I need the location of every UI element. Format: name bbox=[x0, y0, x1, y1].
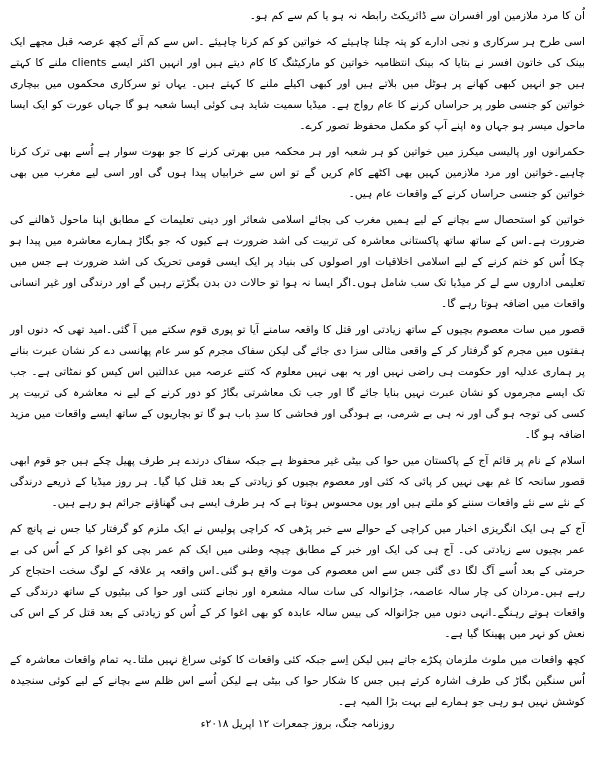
paragraph-8: کچھ واقعات میں ملوث ملزمان پکڑے جاتے ہیں لیکن اِسے جبکہ کئی واقعات کا کوئی سراغ نہیں ملتا۔یہ تمام واقعات معاشرہ کے اُس سنگین بگاڑ کی طرف اشارہ کرتے ہیں جس کا شکار حوا کی بیٹی ہے لیکن اُسے اس ظلم سے بچانے کے لیے کوئی سنجیدہ کوشش نہیں ہو رہی جو ہمارے لیے بہت بڑا المیہ ہے۔ bbox=[10, 654, 585, 708]
source-citation: روزنامہ جنگ، بروز جمعرات ۱۲ اپریل ۲۰۱۸ء bbox=[200, 718, 395, 730]
article-body bbox=[10, 6, 585, 713]
paragraph-2: اسی طرح ہر سرکاری و نجی ادارے کو پتہ چلنا چاہیئے کہ خواتین کو کم کرنا چاہیئے ۔اس سے کم آئے کچھ عرصہ قبل مجھے ایک بینک کی خاتون افسر نے بتایا کہ بینک انتظامیہ خواتین کو مارکیٹنگ کا کام دیتے ہیں اور انہیں اکثر ایسے clients ملنے کا کہتے ہیں جو انہیں کبھی کھانے پر ہوٹل میں بلاتے ہیں اور کبھی اکیلے ملنے کا کہتے ہیں۔ یہاں تو سرکاری محکموں میں بیچاری خواتین کو جنسی طور پر حراساں کرنے کا عام رواج ہے۔ میڈیا سمیت شاید ہی کوئی ایسا شعبہ ہو گا جہاں عورت کو ایک ایسا ماحول میسر ہو جہاں وہ اپنے آپ کو مکمل محفوظ تصور کرے۔ bbox=[10, 36, 585, 132]
paragraph-7: آج کے ہی ایک انگریزی اخبار میں کراچی کے حوالے سے خبر پڑھی کہ کراچی پولیس نے ایک ملزم کو گرفتار کیا جس نے پانچ کم عمر بچیوں سے زیادتی کی۔ آج ہی کی ایک اور خبر کے مطابق چیچہ وطنی میں ایک کم عمر بچی کو اغوا کر کے اُس کی بے حرمتی کے بعد اُسے آگ لگا دی گئی جس سے اس معصوم کی موت واقع ہو گئی۔اس واقعہ پر علاقہ کے لوگ سخت احتجاج کر رہے ہیں۔مردان کی چار سالہ عاصمہ، جڑانوالہ کی سات سالہ مشعرہ اور نجانے کتنی اور حوا کی بیٹیوں کے ساتھ درندگی کے واقعات ہوتے رہنگے۔انہی دنوں میں جڑانوالہ کی بیس سالہ عابدہ کو بھی اغوا کر کے اُس کو زیادتی کے بعد قتل کر کے اس کی نعش کو نہر میں پھینکا گیا ہے۔ bbox=[10, 523, 585, 640]
paragraph-6: اسلام کے نام پر قائم آج کے پاکستان میں حوا کی بیٹی غیر محفوظ ہے جبکہ سفاک درندے ہر طرف پھیل چکے ہیں جو قوم ابھی قصور سانحہ کا غم بھی نہیں کر پائی کہ کئی اور معصوم بچیوں کو زیادتی کے بعد قتل کیا گیا۔ ہر روز میڈیا کے ذریعے درندگی کے نئے سے نئے واقعات سننے کو ملتے ہیں اور یوں محسوس ہوتا ہے کہ ہر طرف ایسے ہی گھناؤنے جرائم ہو رہے ہیں۔ bbox=[10, 455, 585, 509]
paragraph-3: حکمرانوں اور پالیسی میکرز میں خواتین کو ہر شعبہ اور ہر محکمہ میں بھرتی کرنے کا جو بھوت سوار ہے اُسے بھی ترک کرنا چاہیے۔خواتین اور مرد ملازمین کہیں بھی اکٹھے کام کریں گے تو اس سے خرابیاں پیدا ہوں گی اور اسی لیے مغرب میں بھی خواتین کو جنسی حراساں کرنے کے واقعات عام ہیں۔ bbox=[10, 146, 585, 200]
paragraph-5: قصور میں سات معصوم بچیوں کے ساتھ زیادتی اور قتل کا واقعہ سامنے آیا تو پوری قوم سکتے میں آ گئی۔امید تھی کہ دنوں اور ہفتوں میں مجرم کو گرفتار کر کے واقعی مثالی سزا دی جائے گی لیکن سفاک مجرم کو سر عام پھانسی دے کر نشان عبرت بنانے پر ہماری عدلیہ اور حکومت ہی راضی نہیں اور یہ بھی نہیں معلوم کہ کتنے عرصہ میں عدالتیں اس کیس کو نمٹاتی ہے۔ جب تک ایسے مجرموں کو نشان عبرت نہیں بنایا جائے گا اور جب تک معاشرتی بگاڑ کو دور کرنے کے لیے نہ معاشرہ کی تربیت پر کسی کی توجہ ہو گی اور نہ ہی بے شرمی، بے ہودگی اور فحاشی کا سدِ باب ہو گا تو بچاریوں کے ساتھ ایسے واقعات میں مزید اضافہ ہو گا۔ bbox=[10, 324, 585, 441]
paragraph-4: خواتین کو استحصال سے بچانے کے لیے ہمیں مغرب کی بجائے اسلامی شعائر اور دینی تعلیمات کے مطابق اپنا ماحول ڈھالنے کی ضرورت ہے۔اس کے ساتھ ساتھ پاکستانی معاشرہ کی تربیت کی اشد ضرورت ہے کیوں کہ جو بگاڑ ہمارے معاشرہ میں پیدا ہو چکا اُس کو ختم کرنے کے لیے اسلامی اخلاقیات اور اصولوں کی بنیاد پر ایک ایسی قومی تحریک کی اشد ضرورت ہے جس میں تعلیمی اداروں سے لے کر میڈیا تک سب شامل ہوں۔اگر ایسا نہ ہوا تو حالات دن بدن بگڑتے رہیں گے اور درندگی اور غیر انسانی واقعات میں اضافہ ہوتا رہے گا۔ bbox=[10, 214, 585, 310]
paragraph-1: اُن کا مرد ملازمین اور افسران سے ڈائریکٹ رابطہ نہ ہو یا کم سے کم ہو۔ bbox=[249, 10, 585, 22]
